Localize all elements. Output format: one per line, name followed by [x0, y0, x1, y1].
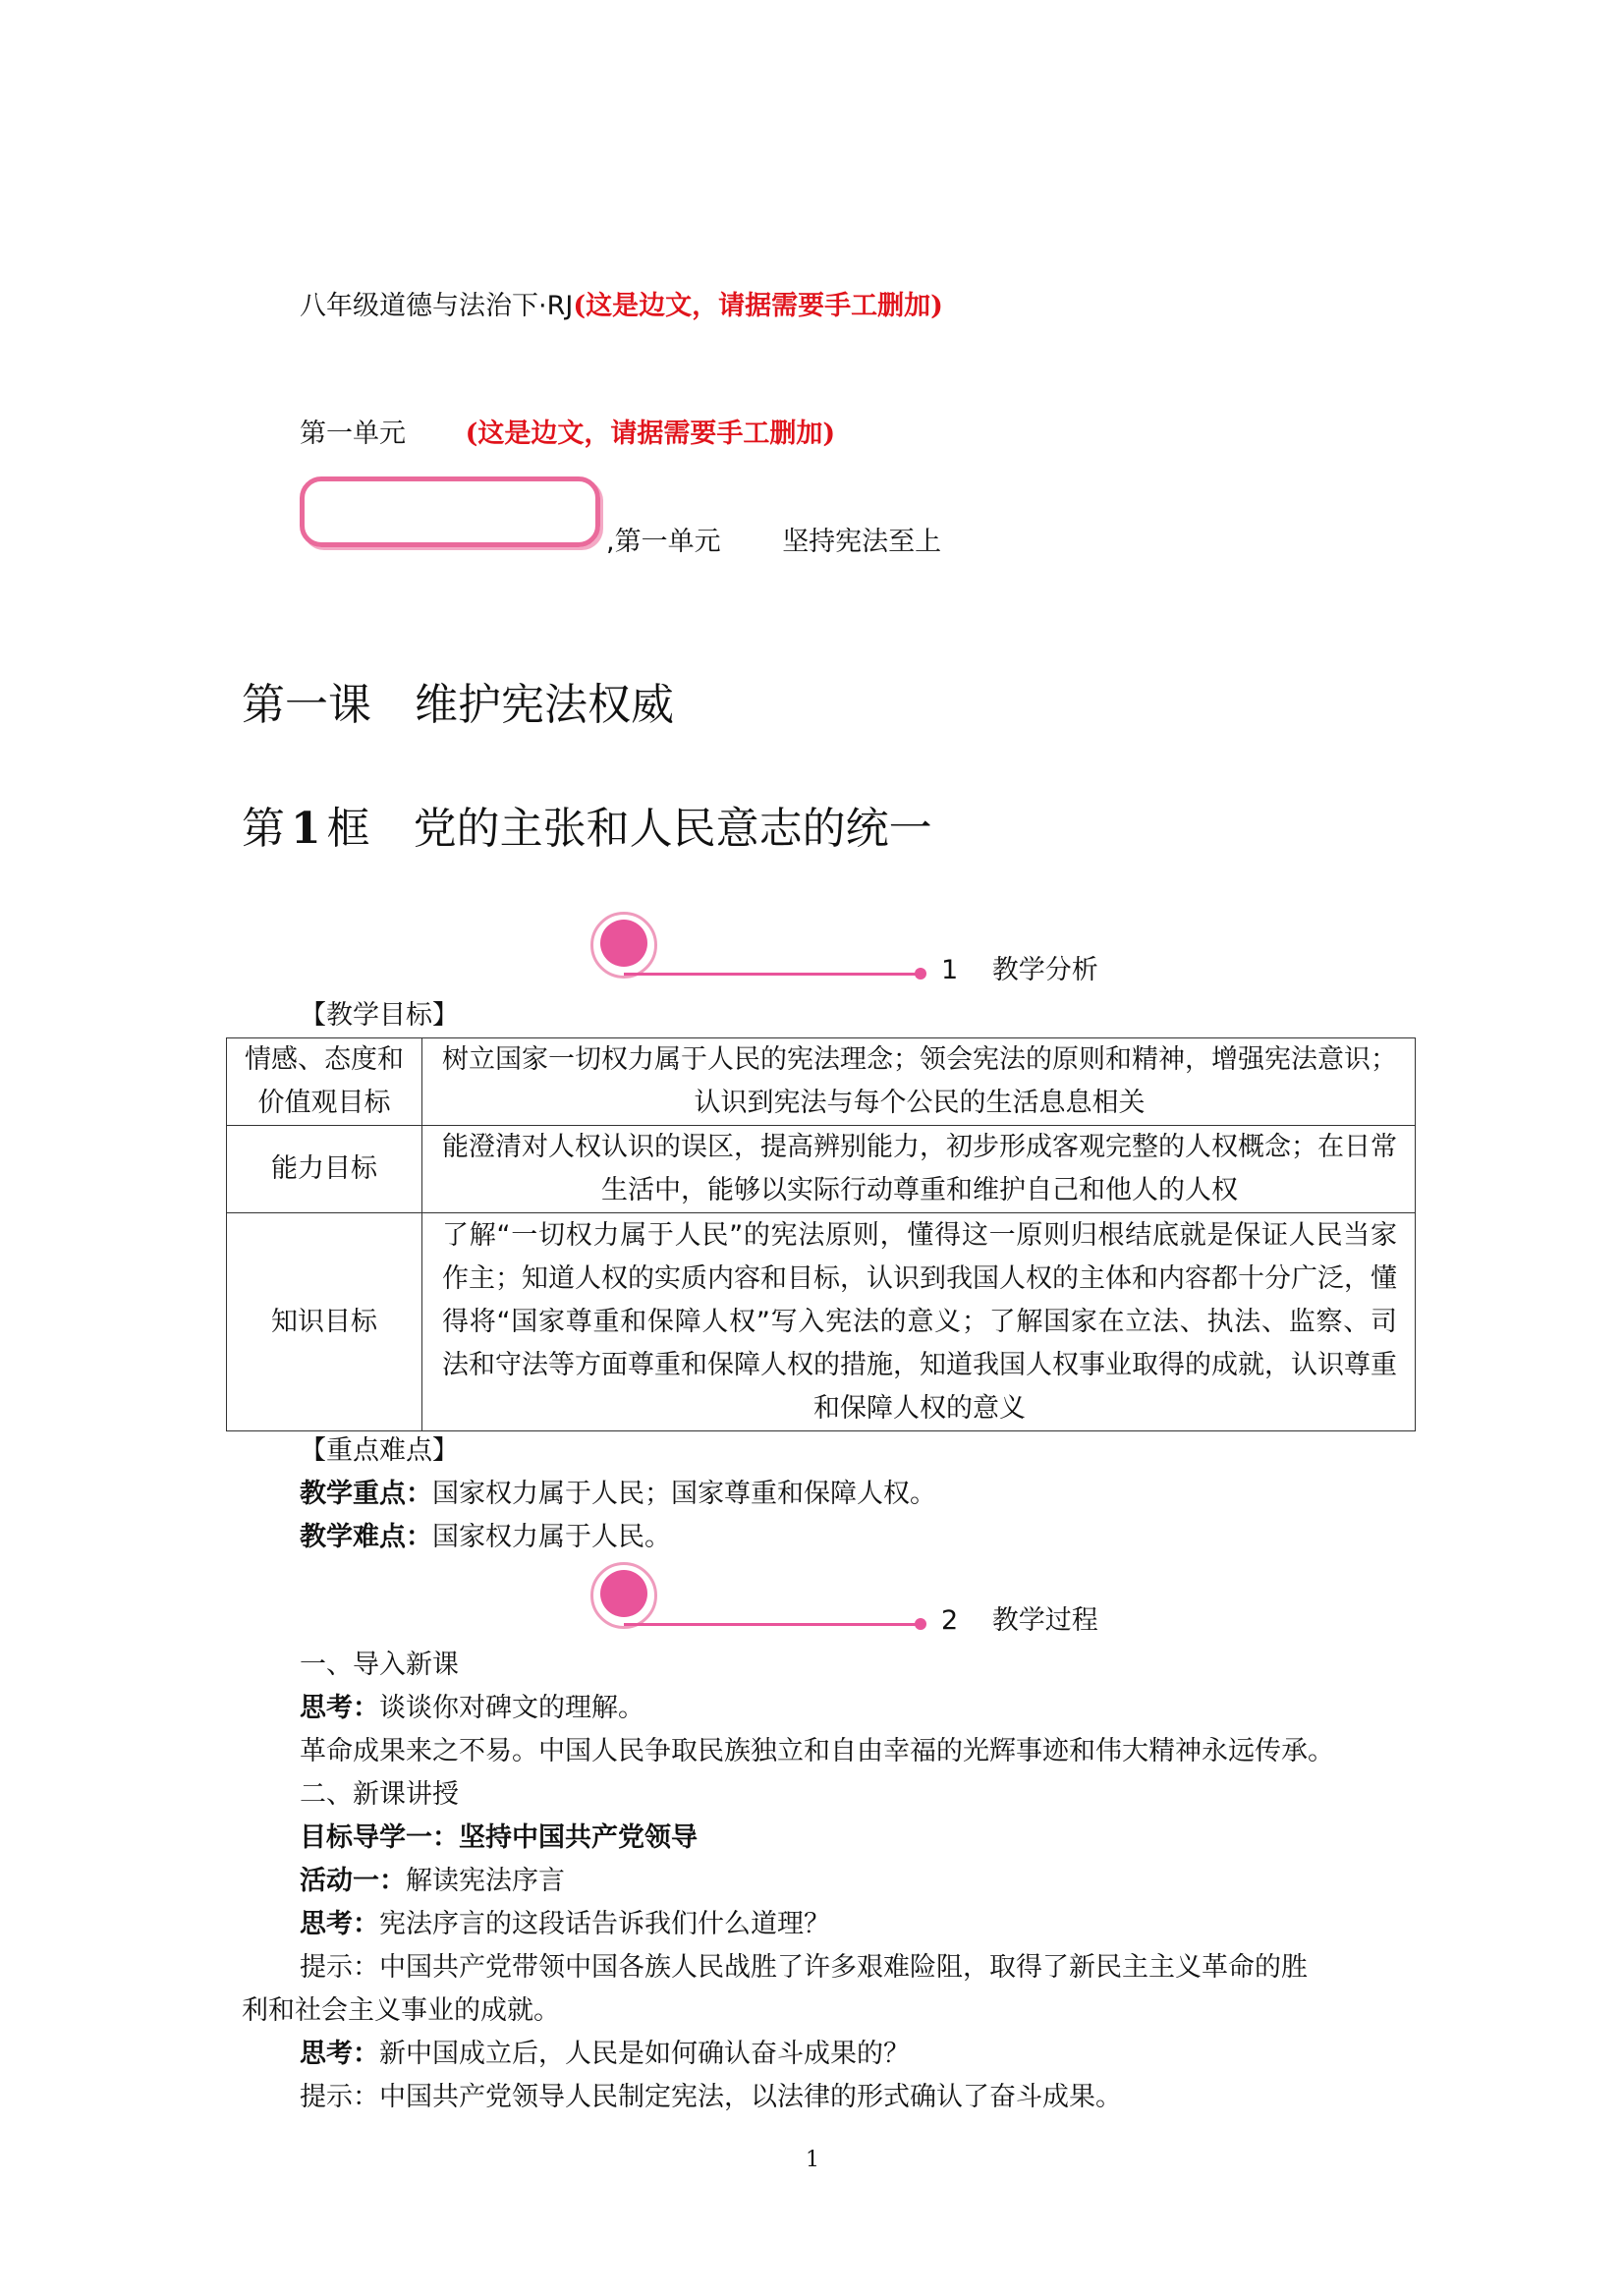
hint-1-line-1: 提示：中国共产党带领中国各族人民战胜了许多艰难险阻，取得了新民主主义革命的胜 [300, 1952, 1308, 1983]
marker-line [624, 1623, 919, 1626]
goal-label-line-2: 价值观目标 [257, 1088, 391, 1118]
section-2-title: 教学过程 [991, 1605, 1098, 1636]
goal-label-cell [227, 1038, 422, 1126]
unit-note: (这是边文，请据需要手工删加) [465, 419, 836, 449]
unit-badge-text: ,第一单元 [606, 527, 721, 557]
think-label: 思考： [300, 2039, 379, 2069]
table-row [227, 1038, 1416, 1126]
marker-line [624, 973, 919, 976]
unit-badge-title: 坚持宪法至上 [782, 527, 942, 557]
unit-badge-line [606, 523, 941, 562]
lesson-title: 第一课 维护宪法权威 [242, 680, 674, 730]
section-2-heading [941, 1601, 1098, 1641]
focus-label: 教学重点： [300, 1479, 432, 1509]
frame-title-number: 1 [291, 804, 321, 854]
table-row [227, 1213, 1416, 1431]
frame-title-prefix: 第 [242, 804, 285, 854]
table-row [227, 1126, 1416, 1213]
teaching-goals-heading: 【教学目标】 [300, 1000, 459, 1031]
activity-1 [300, 1862, 565, 1901]
difficulty-text: 国家权力属于人民。 [432, 1522, 671, 1552]
header-note: (这是边文，请据需要手工删加) [573, 291, 943, 321]
think-label: 思考： [300, 1693, 379, 1723]
focus-text: 国家权力属于人民；国家尊重和保障人权。 [432, 1479, 936, 1509]
teaching-goals-table [226, 1037, 1416, 1431]
difficulty-label: 教学难点： [300, 1522, 432, 1552]
marker-dot [600, 1570, 647, 1617]
header-line [300, 287, 943, 326]
think-2 [300, 1905, 830, 1944]
unit-badge-box [300, 476, 600, 547]
teaching-difficulty [300, 1518, 671, 1557]
goal-guide-1: 目标导学一：坚持中国共产党领导 [300, 1822, 698, 1853]
goal-text-cell: 了解“一切权力属于人民”的宪法原则，懂得这一原则归根结底就是保证人民当家作主；知道人权的实质内容和目标，认识到我国人权的主体和内容都十分广泛，懂得将“国家尊重和保障人权”写入宪法的意义；了解国家在立法、执法、监察、司法和守法等方面尊重和保障人权的措施，知道我国人权事业取得的成就，认识尊重和保障人权的意义 [422, 1213, 1416, 1431]
hint-2: 提示：中国共产党领导人民制定宪法，以法律的形式确认了奋斗成果。 [300, 2082, 1122, 2112]
page-number: 1 [806, 2148, 819, 2172]
activity-label: 活动一： [300, 1866, 406, 1896]
teaching-focus [300, 1475, 936, 1514]
section-1-heading [941, 951, 1098, 990]
unit-label: 第一单元 [300, 419, 406, 449]
hint-1-line-2: 利和社会主义事业的成就。 [242, 1995, 560, 2026]
marker-end-dot [915, 968, 926, 980]
header-subject: 八年级道德与法治下·RJ [300, 291, 574, 321]
new-lesson-heading: 二、新课讲授 [300, 1779, 459, 1810]
think-text: 谈谈你对碑文的理解。 [379, 1693, 644, 1723]
goal-label-line-1: 情感、态度和 [245, 1044, 404, 1075]
process-intro-heading: 一、导入新课 [300, 1650, 459, 1680]
marker-dot [600, 920, 647, 967]
unit-line [300, 415, 835, 454]
frame-title [242, 802, 932, 857]
section-1-number: 1 [941, 955, 959, 985]
intro-paragraph: 革命成果来之不易。中国人民争取民族独立和自由幸福的光辉事迹和伟大精神永远传承。 [300, 1736, 1334, 1766]
think-3 [300, 2035, 910, 2074]
think-1 [300, 1689, 644, 1728]
think-label: 思考： [300, 1909, 379, 1939]
think-text: 宪法序言的这段话告诉我们什么道理？ [379, 1909, 830, 1939]
goal-text-cell: 能澄清对人权认识的误区，提高辨别能力，初步形成客观完整的人权概念；在日常生活中，能够以实际行动尊重和维护自己和他人的人权 [422, 1126, 1416, 1213]
think-text: 新中国成立后，人民是如何确认奋斗成果的？ [379, 2039, 910, 2069]
goal-text-cell: 树立国家一切权力属于人民的宪法理念；领会宪法的原则和精神，增强宪法意识；认识到宪法与每个公民的生活息息相关 [422, 1038, 1416, 1126]
section-1-title: 教学分析 [991, 955, 1098, 985]
section-2-number: 2 [941, 1605, 959, 1636]
goal-label-cell: 能力目标 [227, 1126, 422, 1213]
key-points-heading: 【重点难点】 [300, 1435, 459, 1466]
goal-label-cell: 知识目标 [227, 1213, 422, 1431]
marker-end-dot [915, 1618, 926, 1630]
frame-title-text: 框 党的主张和人民意志的统一 [326, 804, 932, 854]
activity-text: 解读宪法序言 [406, 1866, 565, 1896]
